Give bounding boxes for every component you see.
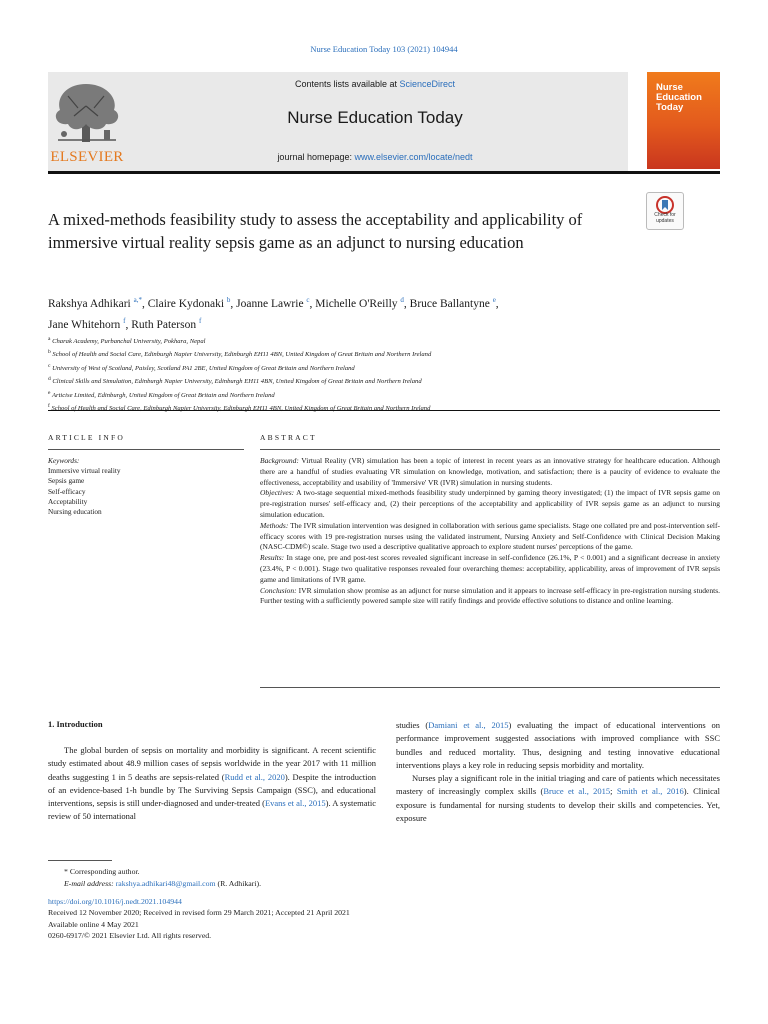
body-text: The global burden of sepsis on mortality and morbidity is significant. A recent scientific study estimated about 48.9 million cases of sepsis worldwide in the year 2017 with 11 million deaths suggesting 1 in 5 deaths are sepsis-related ( (48, 745, 376, 782)
abstract-rule (260, 449, 720, 450)
keyword-item: Self-efficacy (48, 486, 86, 496)
keyword-item: Immersive virtual reality (48, 466, 121, 476)
affiliation-item (48, 401, 688, 414)
author-affiliation-mark[interactable]: f (123, 316, 126, 325)
check-for-updates-label: Check for updates (654, 212, 676, 224)
abstract-background (260, 456, 720, 488)
author-name[interactable]: Ruth Paterson (131, 318, 197, 331)
author-name[interactable]: Jane Whitehorn (48, 318, 121, 331)
keyword-item: Nursing education (48, 507, 102, 517)
keyword-item: Sepsis game (48, 476, 85, 486)
journal-title: Nurse Education Today (287, 108, 463, 127)
body-text: ). Clinical exposure is fundamental for nursing students to develop their skills and competencies. Yet, exposure (396, 786, 720, 824)
affiliation-mark: e (48, 389, 51, 396)
author-affiliation-mark[interactable]: f (198, 316, 202, 325)
affiliation-list (48, 334, 688, 415)
affiliation-text: Charak Academy, Purbanchal University, Pokhara, Nepal (52, 338, 206, 346)
body-text: ) evaluating the impact of educational interventions on performance improvement suggested associations with improved compliance with SSC bundles and reduced mortality. Thus, designing and testing innovative educational interventions plays a key role in reducing sepsis morbidity and mortality. (396, 720, 720, 770)
sciencedirect-link[interactable]: ScienceDirect (399, 79, 456, 89)
author-affiliation-mark[interactable]: c (306, 296, 310, 304)
author-affiliation-mark[interactable]: e (492, 296, 496, 304)
copyright-line: 0260-6917/© 2021 Elsevier Ltd. All rights reserved. (48, 930, 212, 940)
body-column-left (48, 744, 376, 824)
email-label: E-mail address: (64, 879, 114, 888)
affiliation-item (48, 361, 688, 374)
abstract-label: Results: (260, 553, 285, 563)
affiliation-text: University of West of Scotland, Paisley, Scotland PA1 2BE, United Kingdom of Great Britain and Northern Ireland (52, 365, 355, 373)
received-dates: Received 12 November 2020; Received in revised form 29 March 2021; Accepted 21 April 2021 (48, 908, 350, 918)
abstract-label: Background: (260, 456, 299, 465)
author-affiliation-mark[interactable]: a,* (133, 296, 142, 304)
header-rule (48, 171, 720, 174)
body-text: Nurses play a significant role in the initial triaging and care of patients which necessitates mastery of increasingly complex skills ( (396, 773, 720, 797)
abstract-results (260, 553, 720, 585)
introduction-heading: 1. Introduction (48, 719, 103, 729)
author-name[interactable]: Claire Kydonaki (147, 297, 225, 310)
affiliation-mark: d (48, 376, 51, 383)
abstract-text: Virtual Reality (VR) simulation has been a topic of interest in recent years as an innovative strategy for healthcare education. Although there are a handful of studies evaluating VR simulation on knowledge, motivation, and satisfaction; there is a paucity of evidence to evaluate the effectiveness, acceptability and usability of 'Immersive' VR (IVR) simulation in nursing students. (260, 456, 720, 487)
cover-title: Nurse Education Today (656, 82, 702, 113)
footnote-rule (48, 860, 112, 861)
journal-citation[interactable]: Nurse Education Today 103 (2021) 104944 (310, 44, 458, 54)
email-suffix: (R. Adhikari). (215, 879, 262, 888)
citation-link[interactable]: Evans et al., 2015 (264, 798, 326, 809)
author-name[interactable]: Joanne Lawrie (236, 297, 304, 310)
abstract-text: In stage one, pre and post-test scores revealed significant increase in self-confidence (26.1%, P < 0.001) and a significant decrease in anxiety (23.4%, P < 0.001). Stage two qualitative responses revealed four overarching themes: acceptability, applicability, areas of improvement of IVR sepsis game and limitations of IVR game. (260, 553, 720, 584)
abstract-methods (260, 521, 720, 553)
citation-link[interactable]: Damiani et al., 2015 (428, 720, 509, 730)
elsevier-wordmark: ELSEVIER (50, 149, 124, 165)
author-name[interactable]: Rakshya Adhikari (48, 297, 131, 310)
abstract-label: Conclusion: (260, 585, 297, 595)
abstract-bottom-rule (260, 687, 720, 688)
abstract-objectives (260, 488, 720, 520)
journal-homepage-link[interactable]: www.elsevier.com/locate/nedt (354, 152, 473, 162)
affiliation-mark: b (48, 349, 51, 356)
footnote-text: Corresponding author. (67, 867, 140, 876)
citation-link[interactable]: Bruce et al., 2015 (543, 786, 611, 797)
corresponding-author-note (48, 866, 448, 878)
body-text: ). Despite the introduction of an evidence-based 1-h bundle by The Surviving Sepsis Campaign (SSC), and educational interventions, sepsis is still under-diagnosed and under-treated ( (48, 771, 376, 809)
doi-link[interactable]: https://doi.org/10.1016/j.nedt.2021.104944 (48, 897, 182, 906)
abstract-body (260, 456, 720, 607)
affiliation-mark: f (48, 403, 50, 410)
publication-metadata (48, 896, 548, 941)
keywords-label: Keywords: (48, 456, 80, 465)
author-name[interactable]: Bruce Ballantyne (409, 297, 490, 310)
abstract-text: The IVR simulation intervention was designed in collaboration with serious game specialists. Stage one collated pre and post-intervention self-efficacy scores with 19 pre-registration nurses using the validated instrument, Nursing Anxiety and Self-Confidence with Clinical Decision Making (NASC-CDM©) scale. Stage two used a descriptive qualitative approach to explore student nurses' perceptions of the game. (260, 520, 720, 552)
body-text: ; (610, 786, 617, 797)
affiliation-item (48, 388, 688, 401)
email-note (48, 878, 448, 890)
available-online: Available online 4 May 2021 (48, 919, 139, 929)
contents-prefix: Contents lists available at (294, 79, 400, 89)
affiliation-mark: c (48, 362, 51, 369)
abstract-heading: ABSTRACT (260, 433, 317, 442)
author-list: Rakshya Adhikari $^{a,*}$, Claire Kydonaki $^b$, Joanne Lawrie $^c$, Michelle O'Reilly $^d$, Bruce Ballantyne $^e$, Jane Whitehorn $^f$, Ruth Paterson $^f$ (48, 296, 499, 331)
body-text: studies ( (396, 720, 429, 730)
body-paragraph (396, 719, 720, 772)
body-text: ). A systematic review of 50 international (48, 798, 376, 822)
affiliation-item (48, 374, 688, 387)
affiliation-text: Clinical Skills and Simulation, Edinburgh Napier University, Edinburgh EH11 4BN, United Kingdom of Great Britain and Northern Ireland (52, 378, 422, 386)
journal-homepage-line (130, 152, 620, 162)
affiliation-text: Articise Limited, Edinburgh, United Kingdom of Great Britain and Northern Ireland (51, 392, 275, 400)
citation-link[interactable]: Smith et al., 2016 (616, 786, 684, 797)
contents-available-line (130, 79, 620, 89)
keywords-block (48, 456, 244, 517)
citation-link[interactable]: Rudd et al., 2020 (224, 771, 285, 782)
abstract-conclusion (260, 586, 720, 608)
affiliation-mark: a (48, 336, 51, 342)
abstract-label: Objectives: (260, 488, 295, 498)
affiliation-item (48, 334, 688, 347)
affiliation-text: School of Health and Social Care, Edinburgh Napier University, Edinburgh EH11 4BN, United Kingdom of Great Britain and Northern Ireland (52, 351, 432, 359)
footnotes (48, 866, 448, 890)
author-name[interactable]: Michelle O'Reilly (315, 297, 398, 310)
footnote-marker: * (64, 867, 68, 876)
abstract-text: IVR simulation show promise as an adjunct for nurse simulation and it appears to increase self-efficacy in pre-registration nursing students. Further testing with a sufficiently powered sample size will ratify findings and provide effective solutions to distance and online learning. (260, 585, 720, 606)
keyword-item: Acceptability (48, 496, 88, 506)
section-divider (48, 410, 720, 411)
article-info-rule (48, 449, 244, 450)
affiliation-item (48, 347, 688, 360)
body-column-right (396, 719, 720, 825)
abstract-label: Methods: (260, 520, 289, 530)
author-affiliation-mark[interactable]: b (226, 296, 231, 304)
email-link[interactable]: rakshya.adhikari48@gmail.com (115, 879, 216, 888)
author-affiliation-mark[interactable]: d (400, 296, 404, 304)
homepage-prefix: journal homepage: (277, 152, 355, 162)
abstract-text: A two-stage sequential mixed-methods feasibility study underpinned by gaming theory investigated; (1) the impact of IVR sepsis game on pre-registration nurses' self-efficacy and, (2) their perceptions of the acceptability and applicability of IVR sepsis game as an adjunct to nursing simulation education. (260, 488, 720, 519)
article-info-heading: ARTICLE INFO (48, 433, 125, 442)
article-title: A mixed-methods feasibility study to assess the acceptability and applicability of immersive virtual reality sepsis game as an adjunct to nursing education (48, 210, 583, 252)
body-paragraph (48, 744, 376, 824)
body-paragraph (396, 772, 720, 825)
